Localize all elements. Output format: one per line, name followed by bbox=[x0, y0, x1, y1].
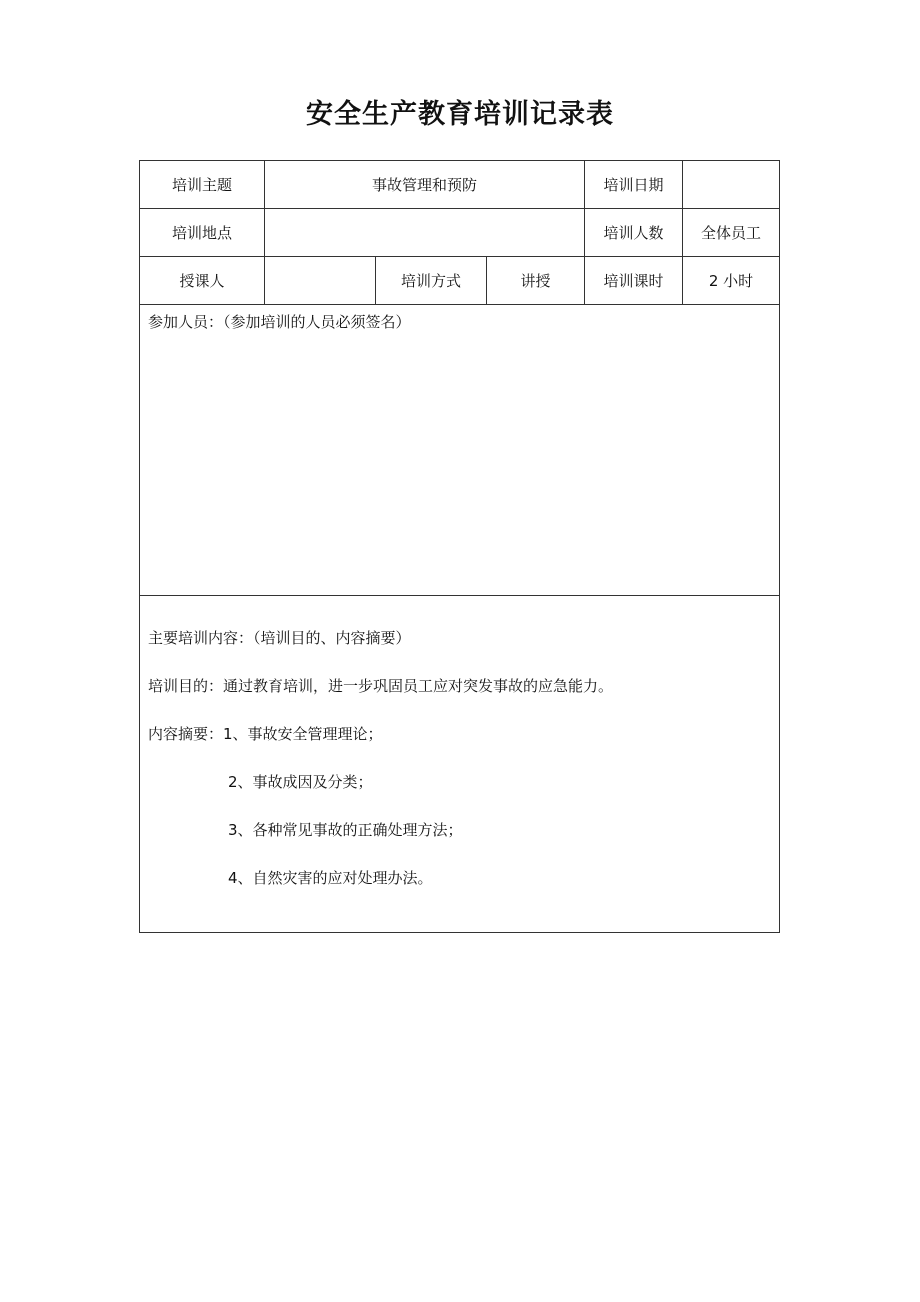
table-row bbox=[140, 305, 780, 596]
table-row bbox=[140, 209, 780, 257]
table-row bbox=[140, 257, 780, 305]
hours-label: 培训课时 bbox=[585, 257, 683, 305]
participants-label: 参加人员：（参加培训的人员必须签名） bbox=[148, 313, 411, 331]
count-value-field[interactable]: 全体员工 bbox=[683, 209, 780, 257]
method-value-field[interactable]: 讲授 bbox=[487, 257, 585, 305]
method-label: 培训方式 bbox=[376, 257, 487, 305]
location-label: 培训地点 bbox=[140, 209, 265, 257]
table-row bbox=[140, 596, 780, 933]
count-label: 培训人数 bbox=[585, 209, 683, 257]
summary-first-line bbox=[148, 722, 771, 746]
page-title: 安全生产教育培训记录表 bbox=[306, 99, 614, 130]
summary-label: 内容摘要： bbox=[148, 725, 224, 743]
participants-signature-area[interactable] bbox=[140, 305, 780, 596]
training-purpose: 培训目的：通过教育培训，进一步巩固员工应对突发事故的应急能力。 bbox=[148, 677, 614, 695]
training-record-table bbox=[139, 160, 780, 933]
training-content-area[interactable] bbox=[140, 596, 780, 933]
lecturer-label: 授课人 bbox=[140, 257, 265, 305]
topic-label: 培训主题 bbox=[140, 161, 265, 209]
date-value-field[interactable] bbox=[683, 161, 780, 209]
date-label: 培训日期 bbox=[585, 161, 683, 209]
summary-item: 2、事故成因及分类； bbox=[228, 773, 373, 791]
summary-item: 4、自然灾害的应对处理办法。 bbox=[228, 869, 433, 887]
location-value-field[interactable] bbox=[265, 209, 585, 257]
lecturer-value-field[interactable] bbox=[265, 257, 376, 305]
training-content bbox=[148, 602, 771, 890]
hours-value-field[interactable]: 2 小时 bbox=[683, 257, 780, 305]
summary-item: 1、事故安全管理理论； bbox=[223, 725, 383, 743]
summary-item: 3、各种常见事故的正确处理方法； bbox=[228, 821, 463, 839]
table-row bbox=[140, 161, 780, 209]
topic-value-field[interactable]: 事故管理和预防 bbox=[265, 161, 585, 209]
content-heading: 主要培训内容：（培训目的、内容摘要） bbox=[148, 629, 411, 647]
